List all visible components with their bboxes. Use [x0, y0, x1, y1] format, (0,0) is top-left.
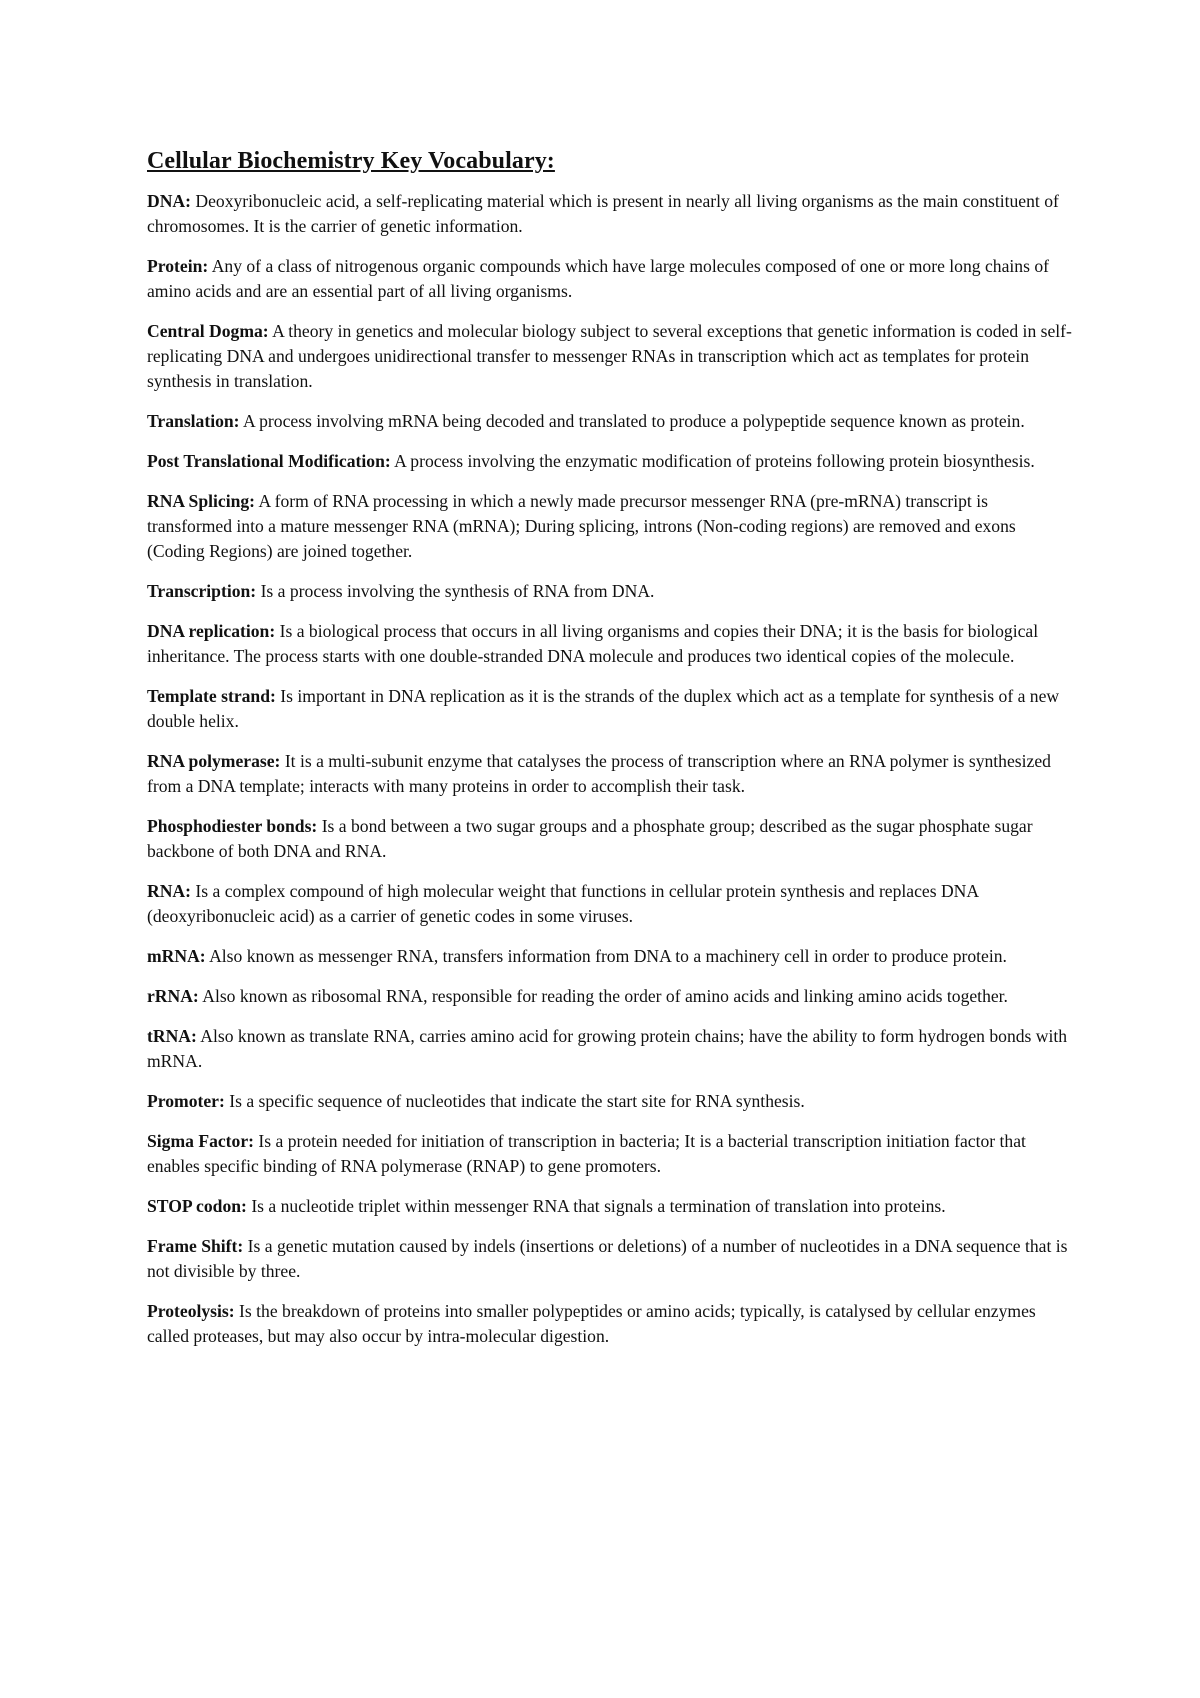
document-page	[147, 148, 1072, 1364]
vocab-term: Sigma Factor:	[147, 1131, 254, 1151]
vocab-entry-phosphodiester-bonds	[147, 814, 1072, 864]
vocab-entry-dna-replication	[147, 619, 1072, 669]
vocab-definition: A process involving mRNA being decoded and translated to produce a polypeptide sequence known as protein.	[242, 411, 1025, 431]
vocab-entry-dna	[147, 189, 1072, 239]
vocab-term: Central Dogma:	[147, 321, 269, 341]
vocab-definition: Is a specific sequence of nucleotides that indicate the start site for RNA synthesis.	[229, 1091, 805, 1111]
vocab-definition: A process involving the enzymatic modification of proteins following protein biosynthesis.	[394, 451, 1035, 471]
vocab-entry-rna-polymerase	[147, 749, 1072, 799]
vocab-definition: Is a bond between a two sugar groups and a phosphate group; described as the sugar phosphate sugar backbone of both DNA and RNA.	[147, 816, 1033, 861]
vocab-entry-sigma-factor	[147, 1129, 1072, 1179]
vocab-entry-protein	[147, 254, 1072, 304]
vocab-definition: Is a nucleotide triplet within messenger RNA that signals a termination of translation into proteins.	[251, 1196, 946, 1216]
vocab-term: STOP codon:	[147, 1196, 247, 1216]
vocab-term: rRNA:	[147, 986, 199, 1006]
vocab-definition: Also known as messenger RNA, transfers information from DNA to a machinery cell in order to produce protein.	[209, 946, 1007, 966]
vocab-definition: Is a process involving the synthesis of RNA from DNA.	[260, 581, 655, 601]
vocab-entry-central-dogma	[147, 319, 1072, 394]
vocab-definition: Is the breakdown of proteins into smaller polypeptides or amino acids; typically, is catalysed by cellular enzymes called proteases, but may also occur by intra-molecular digestion.	[147, 1301, 1036, 1346]
vocab-entry-post-translational-modification	[147, 449, 1072, 474]
vocab-definition: Is a complex compound of high molecular weight that functions in cellular protein synthesis and replaces DNA (deoxyribonucleic acid) as a carrier of genetic codes in some viruses.	[147, 881, 979, 926]
vocab-term: DNA replication:	[147, 621, 276, 641]
vocab-entry-rna-splicing	[147, 489, 1072, 564]
vocab-entry-rrna	[147, 984, 1072, 1009]
vocab-definition: Any of a class of nitrogenous organic compounds which have large molecules composed of one or more long chains of amino acids and are an essential part of all living organisms.	[147, 256, 1049, 301]
vocab-entry-proteolysis	[147, 1299, 1072, 1349]
vocab-term: Translation:	[147, 411, 240, 431]
vocab-definition: Is important in DNA replication as it is the strands of the duplex which act as a template for synthesis of a new double helix.	[147, 686, 1060, 731]
vocab-entry-transcription	[147, 579, 1072, 604]
vocab-term: Proteolysis:	[147, 1301, 235, 1321]
vocab-definition: Also known as ribosomal RNA, responsible for reading the order of amino acids and linking amino acids together.	[202, 986, 1008, 1006]
vocab-entry-trna	[147, 1024, 1072, 1074]
vocab-definition: A theory in genetics and molecular biology subject to several exceptions that genetic information is coded in self-replicating DNA and undergoes unidirectional transfer to messenger RNAs in transcription which act as templates for protein synthesis in translation.	[147, 321, 1072, 391]
vocab-entry-promoter	[147, 1089, 1072, 1114]
vocab-term: RNA polymerase:	[147, 751, 281, 771]
vocab-term: Transcription:	[147, 581, 257, 601]
vocab-definition: Is a biological process that occurs in all living organisms and copies their DNA; it is the basis for biological inheritance. The process starts with one double-stranded DNA molecule and produces two identical copies of the molecule.	[147, 621, 1039, 666]
vocab-term: Frame Shift:	[147, 1236, 244, 1256]
vocab-definition: A form of RNA processing in which a newly made precursor messenger RNA (pre-mRNA) transcript is transformed into a mature messenger RNA (mRNA); During splicing, introns (Non-coding regions) are removed and exons (Coding Regions) are joined together.	[147, 491, 1016, 561]
vocab-entry-mrna	[147, 944, 1072, 969]
vocab-definition: Deoxyribonucleic acid, a self-replicating material which is present in nearly all living organisms as the main constituent of chromosomes. It is the carrier of genetic information.	[147, 191, 1059, 236]
vocab-term: Post Translational Modification:	[147, 451, 391, 471]
vocab-definition: Also known as translate RNA, carries amino acid for growing protein chains; have the ability to form hydrogen bonds with mRNA.	[147, 1026, 1068, 1071]
vocab-definition: Is a genetic mutation caused by indels (insertions or deletions) of a number of nucleotides in a DNA sequence that is not divisible by three.	[147, 1236, 1068, 1281]
vocab-entry-stop-codon	[147, 1194, 1072, 1219]
vocab-entry-frame-shift	[147, 1234, 1072, 1284]
vocab-term: Phosphodiester bonds:	[147, 816, 318, 836]
vocab-term: RNA:	[147, 881, 191, 901]
vocab-term: Template strand:	[147, 686, 276, 706]
vocab-definition: Is a protein needed for initiation of transcription in bacteria; It is a bacterial transcription initiation factor that enables specific binding of RNA polymerase (RNAP) to gene promoters.	[147, 1131, 1026, 1176]
vocab-term: DNA:	[147, 191, 191, 211]
vocab-entry-template-strand	[147, 684, 1072, 734]
vocab-term: Protein:	[147, 256, 209, 276]
page-title: Cellular Biochemistry Key Vocabulary:	[147, 148, 555, 174]
vocab-term: mRNA:	[147, 946, 206, 966]
vocab-entry-rna	[147, 879, 1072, 929]
vocab-definition: It is a multi-subunit enzyme that catalyses the process of transcription where an RNA polymer is synthesized from a DNA template; interacts with many proteins in order to accomplish their task.	[147, 751, 1051, 796]
vocab-term: RNA Splicing:	[147, 491, 256, 511]
vocab-entry-translation	[147, 409, 1072, 434]
vocab-term: tRNA:	[147, 1026, 197, 1046]
vocab-term: Promoter:	[147, 1091, 225, 1111]
